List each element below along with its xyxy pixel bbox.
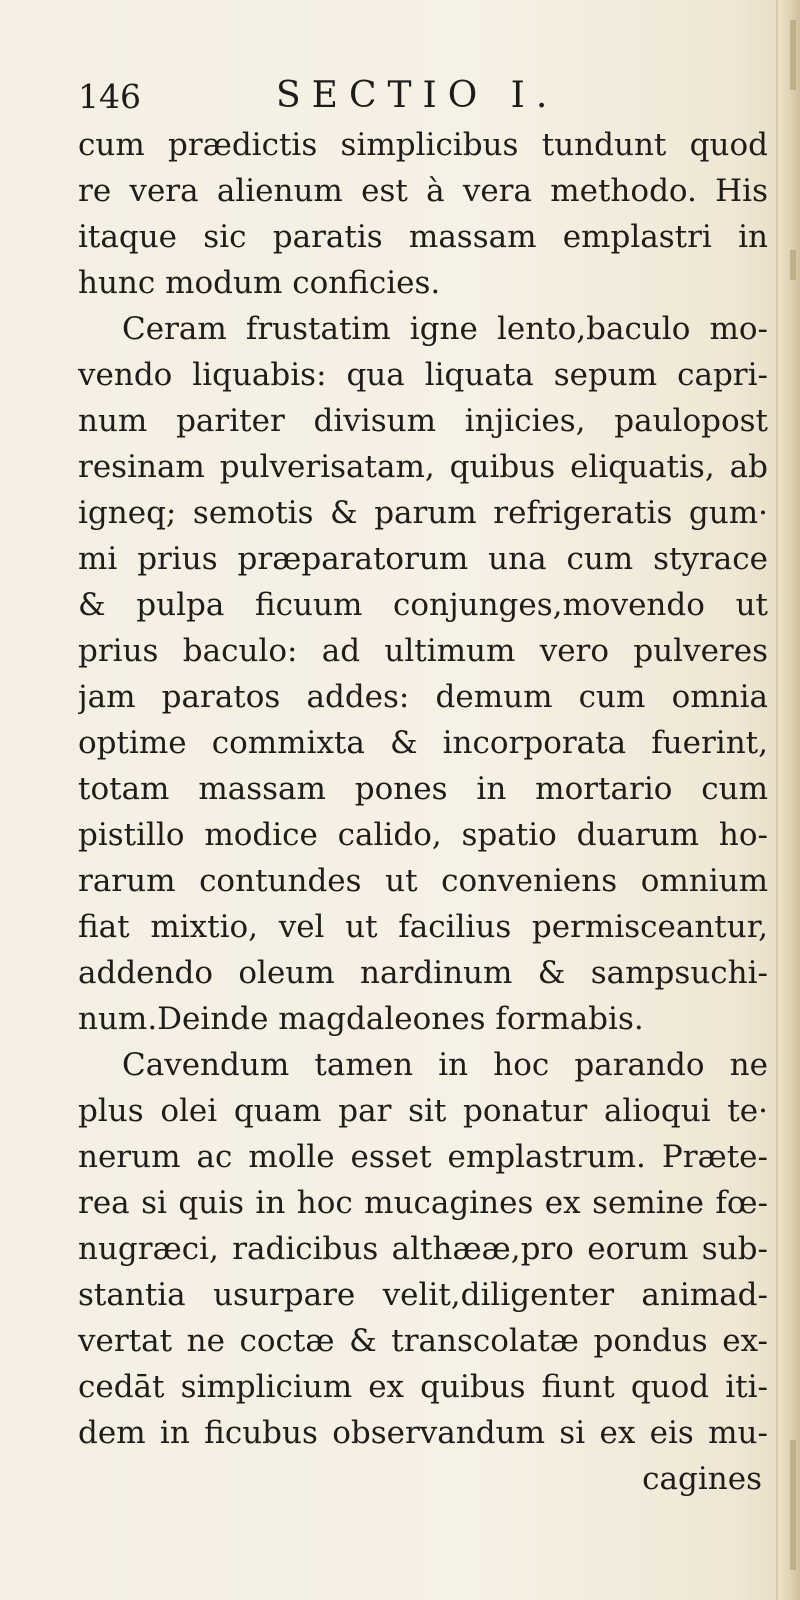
text-line: vendo liquabis: qua liquata sepum capri- — [78, 357, 768, 393]
text-line: dem in ficubus observandum si ex eis mu- — [78, 1415, 768, 1451]
text-line: num.Deinde magdaleones formabis. — [78, 1001, 644, 1037]
text-line: prius baculo: ad ultimum vero pulveres — [78, 633, 768, 669]
text-line: igneq; semotis & parum refrigeratis gum· — [78, 495, 768, 531]
text-line: nugræci, radicibus althææ,pro eorum sub- — [78, 1231, 768, 1267]
text-line: rarum contundes ut conveniens omnium — [78, 863, 768, 899]
text-line: addendo oleum nardinum & sampsuchi- — [78, 955, 768, 991]
text-line: itaque sic paratis massam emplastri in — [78, 219, 768, 255]
page-number: 146 — [78, 77, 141, 116]
body-text — [78, 122, 768, 1502]
text-line: cum prædictis simplicibus tundunt quod — [78, 127, 768, 163]
text-line: num pariter divisum injicies, paulopost — [78, 403, 768, 439]
text-line: resinam pulverisatam, quibus eliquatis, ab — [78, 449, 768, 485]
text-line: & pulpa ficuum conjunges,movendo ut — [78, 587, 768, 623]
text-line: totam massam pones in mortario cum — [78, 771, 768, 807]
text-line: plus olei quam par sit ponatur alioqui te· — [78, 1093, 768, 1129]
text-line: nerum ac molle esset emplastrum. Præte- — [78, 1139, 768, 1175]
text-line: vertat ne coctæ & transcolatæ pondus ex- — [78, 1323, 768, 1359]
text-line: rea si quis in hoc mucagines ex semine fœ- — [78, 1185, 768, 1221]
text-line: fiat mixtio, vel ut facilius permisceantur, — [78, 909, 768, 945]
edge-shadow-mark — [790, 20, 796, 90]
edge-shadow-mark — [790, 1440, 796, 1570]
running-head: SECTIO I. — [276, 75, 559, 116]
text-line: pistillo modice calido, spatio duarum ho- — [78, 817, 768, 853]
page-edge — [776, 0, 800, 1600]
text-line: hunc modum conficies. — [78, 265, 441, 301]
text-line: Ceram frustatim igne lento,baculo mo- — [122, 311, 768, 347]
page-header — [78, 75, 768, 123]
text-line: jam paratos addes: demum cum omnia — [78, 679, 768, 715]
catchword: cagines — [642, 1461, 762, 1497]
text-line: mi prius præparatorum una cum styrace — [78, 541, 768, 577]
text-line: cedāt simplicium ex quibus fiunt quod iti- — [78, 1369, 768, 1405]
text-line: re vera alienum est à vera methodo. His — [78, 173, 768, 209]
text-line: optime commixta & incorporata fuerint, — [78, 725, 768, 761]
text-line: Cavendum tamen in hoc parando ne — [122, 1047, 768, 1083]
edge-shadow-mark — [790, 250, 796, 280]
text-line: stantia usurpare velit,diligenter animad- — [78, 1277, 768, 1313]
